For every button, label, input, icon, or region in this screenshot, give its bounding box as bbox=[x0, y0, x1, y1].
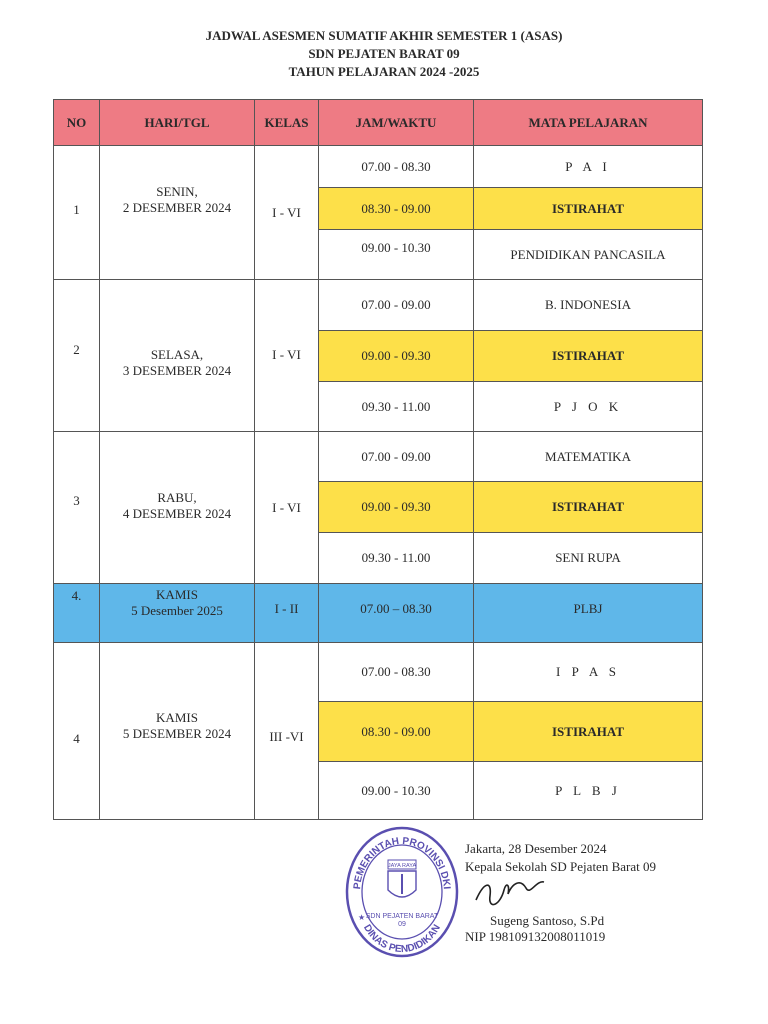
school-stamp bbox=[344, 824, 460, 960]
table-row bbox=[54, 643, 703, 702]
table-row bbox=[54, 432, 703, 482]
subject-cell: ISTIRAHAT bbox=[474, 482, 703, 533]
day-date: 3 DESEMBER 2024 bbox=[122, 363, 232, 378]
col-header-time: JAM/WAKTU bbox=[319, 100, 474, 146]
subject-cell: ISTIRAHAT bbox=[474, 331, 703, 382]
subject-cell: SENI RUPA bbox=[474, 533, 703, 584]
day-name: SELASA, bbox=[150, 347, 204, 362]
col-header-day: HARI/TGL bbox=[100, 100, 255, 146]
subject-cell: ISTIRAHAT bbox=[474, 188, 703, 230]
time-cell: 07.00 – 08.30 bbox=[319, 584, 474, 643]
table-row-highlight bbox=[54, 584, 703, 643]
subject-cell: I P A S bbox=[474, 643, 703, 702]
doc-title-line-2: SDN PEJATEN BARAT 09 bbox=[308, 46, 460, 61]
time-cell: 07.00 - 09.00 bbox=[319, 432, 474, 482]
col-header-subject: MATA PELAJARAN bbox=[474, 100, 703, 146]
day-name: KAMIS bbox=[156, 587, 198, 602]
class-cell: I - VI bbox=[255, 432, 319, 584]
schedule-table bbox=[53, 99, 703, 820]
day-date-cell bbox=[100, 146, 255, 280]
table-header-row bbox=[54, 100, 703, 146]
time-cell: 09.30 - 11.00 bbox=[319, 533, 474, 584]
class-cell: I - II bbox=[255, 584, 319, 643]
subject-cell: PLBJ bbox=[474, 584, 703, 643]
subject-cell: ISTIRAHAT bbox=[474, 702, 703, 762]
time-cell: 07.00 - 08.30 bbox=[319, 643, 474, 702]
subject-cell: P A I bbox=[474, 146, 703, 188]
doc-title-line-3: TAHUN PELAJARAN 2024 -2025 bbox=[288, 64, 480, 79]
time-cell: 09.00 - 10.30 bbox=[319, 762, 474, 820]
table-row bbox=[54, 146, 703, 188]
stamp-school-name: SDN PEJATEN BARAT bbox=[365, 913, 439, 920]
day-date: 5 Desember 2025 bbox=[131, 603, 223, 618]
day-name: KAMIS bbox=[156, 710, 198, 725]
signature-place-date: Jakarta, 28 Desember 2024 bbox=[465, 841, 607, 856]
time-cell: 08.30 - 09.00 bbox=[319, 188, 474, 230]
day-date-cell bbox=[100, 643, 255, 820]
handwritten-signature bbox=[470, 870, 550, 915]
row-number: 4 bbox=[54, 643, 100, 820]
signature-nip: NIP 198109132008011019 bbox=[465, 929, 606, 944]
row-number: 1 bbox=[54, 146, 100, 280]
row-number: 4. bbox=[54, 584, 100, 643]
stamp-crest-label: JAYA RAYA bbox=[387, 863, 417, 869]
signature-name: Sugeng Santoso, S.Pd bbox=[490, 913, 605, 928]
day-name: SENIN, bbox=[156, 184, 198, 199]
subject-cell: P J O K bbox=[474, 382, 703, 432]
subject-cell: P L B J bbox=[474, 762, 703, 820]
signature-position: Kepala Sekolah SD Pejaten Barat 09 bbox=[465, 859, 656, 874]
class-cell: I - VI bbox=[255, 280, 319, 432]
time-cell: 07.00 - 08.30 bbox=[319, 146, 474, 188]
doc-title-line-1: JADWAL ASESMEN SUMATIF AKHIR SEMESTER 1 (ASAS) bbox=[205, 28, 563, 43]
time-cell: 09.30 - 11.00 bbox=[319, 382, 474, 432]
time-cell: 08.30 - 09.00 bbox=[319, 702, 474, 762]
day-name: RABU, bbox=[157, 490, 197, 505]
time-cell: 09.00 - 09.30 bbox=[319, 482, 474, 533]
day-date: 4 DESEMBER 2024 bbox=[122, 506, 232, 521]
class-cell: I - VI bbox=[255, 146, 319, 280]
class-cell: III -VI bbox=[255, 643, 319, 820]
stamp-school-number: 09 bbox=[398, 921, 406, 928]
day-date: 2 DESEMBER 2024 bbox=[122, 200, 232, 215]
row-number: 3 bbox=[54, 432, 100, 584]
col-header-class: KELAS bbox=[255, 100, 319, 146]
row-number: 2 bbox=[54, 280, 100, 432]
subject-cell: PENDIDIKAN PANCASILA bbox=[474, 230, 703, 280]
day-date-cell bbox=[100, 584, 255, 643]
table-row bbox=[54, 280, 703, 331]
time-cell: 09.00 - 10.30 bbox=[319, 230, 474, 280]
day-date-cell bbox=[100, 280, 255, 432]
day-date-cell bbox=[100, 432, 255, 584]
stamp-bottom-text: DINAS PENDIDIKAN bbox=[361, 922, 443, 956]
stamp-star-icon: ★ bbox=[358, 913, 366, 922]
day-date: 5 DESEMBER 2024 bbox=[122, 726, 232, 741]
subject-cell: MATEMATIKA bbox=[474, 432, 703, 482]
time-cell: 07.00 - 09.00 bbox=[319, 280, 474, 331]
subject-cell: B. INDONESIA bbox=[474, 280, 703, 331]
col-header-no: NO bbox=[54, 100, 100, 146]
stamp-top-text: PEMERINTAH PROVINSI DKI bbox=[352, 835, 452, 890]
time-cell: 09.00 - 09.30 bbox=[319, 331, 474, 382]
